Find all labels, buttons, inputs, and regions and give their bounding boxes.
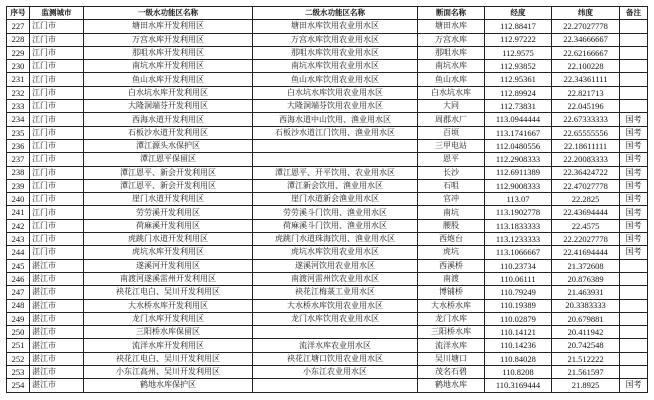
cell-longitude: 110.23734 xyxy=(485,259,552,272)
cell-latitude: 21.561597 xyxy=(552,366,620,379)
cell-secondary-zone: 袂花江塘口饮用农业用水区 xyxy=(253,352,418,365)
cell-index: 228 xyxy=(7,33,30,46)
cell-city: 江门市 xyxy=(30,153,84,166)
cell-secondary-zone: 虎跳门水道珠海饮用、渔业用水区 xyxy=(253,233,418,246)
cell-secondary-zone: 万宫水库饮用农业用水区 xyxy=(253,33,418,46)
cell-city: 江门市 xyxy=(30,233,84,246)
cell-secondary-zone: 龙门水库饮用农业用水区 xyxy=(253,312,418,325)
cell-primary-zone: 小东江高州、吴川开发利用区 xyxy=(84,366,253,379)
cell-remark: 国考 xyxy=(620,206,648,219)
cell-secondary-zone: 小东江农业用水区 xyxy=(253,366,418,379)
cell-section-name: 恩平 xyxy=(418,153,485,166)
cell-index: 252 xyxy=(7,352,30,365)
cell-city: 江门市 xyxy=(30,193,84,206)
cell-longitude: 112.93852 xyxy=(485,60,552,73)
cell-longitude: 112.9008333 xyxy=(485,179,552,192)
cell-primary-zone: 塘田水库开发利用区 xyxy=(84,20,253,33)
table-body xyxy=(7,20,648,392)
cell-section-name: 那咀水库 xyxy=(418,46,485,59)
table-row xyxy=(7,339,648,352)
cell-primary-zone: 南渡河遂溪雷州开发利用区 xyxy=(84,272,253,285)
cell-city: 湛江市 xyxy=(30,352,84,365)
cell-secondary-zone: 那咀水库饮用农业用水区 xyxy=(253,46,418,59)
cell-longitude: 112.89924 xyxy=(485,86,552,99)
cell-secondary-zone: 西海水道中山饮用、渔业用水区 xyxy=(253,113,418,126)
table-row xyxy=(7,46,648,59)
cell-primary-zone: 潭江源头水保护区 xyxy=(84,139,253,152)
cell-remark xyxy=(620,33,648,46)
cell-index: 235 xyxy=(7,126,30,139)
cell-longitude: 112.73831 xyxy=(485,100,552,113)
cell-index: 245 xyxy=(7,259,30,272)
cell-section-name: 大同 xyxy=(418,100,485,113)
cell-city: 江门市 xyxy=(30,219,84,232)
cell-longitude: 110.14236 xyxy=(485,339,552,352)
cell-remark xyxy=(620,73,648,86)
cell-primary-zone: 大隆洞端芬开发利用区 xyxy=(84,100,253,113)
header-city: 监测城市 xyxy=(30,7,84,20)
cell-longitude: 112.0480556 xyxy=(485,139,552,152)
cell-section-name: 南渡 xyxy=(418,272,485,285)
cell-latitude: 22.36424722 xyxy=(552,166,620,179)
cell-latitude: 21.512222 xyxy=(552,352,620,365)
cell-city: 湛江市 xyxy=(30,366,84,379)
cell-secondary-zone: 袂花江梅菉工业用水区 xyxy=(253,286,418,299)
cell-primary-zone: 鹤地水库保护区 xyxy=(84,379,253,392)
cell-remark: 国考 xyxy=(620,219,648,232)
cell-primary-zone: 虎坑水库开发利用区 xyxy=(84,246,253,259)
cell-city: 湛江市 xyxy=(30,272,84,285)
table-row xyxy=(7,20,648,33)
cell-longitude: 110.06111 xyxy=(485,272,552,285)
cell-longitude: 112.95361 xyxy=(485,73,552,86)
table-row xyxy=(7,286,648,299)
cell-index: 227 xyxy=(7,20,30,33)
cell-index: 237 xyxy=(7,153,30,166)
cell-latitude: 22.27027778 xyxy=(552,20,620,33)
cell-city: 江门市 xyxy=(30,113,84,126)
cell-longitude: 112.97222 xyxy=(485,33,552,46)
cell-remark: 国考 xyxy=(620,113,648,126)
table-row xyxy=(7,233,648,246)
cell-city: 江门市 xyxy=(30,179,84,192)
cell-section-name: 大水桥水库 xyxy=(418,299,485,312)
cell-remark xyxy=(620,60,648,73)
cell-index: 251 xyxy=(7,339,30,352)
cell-secondary-zone: 流洋水库农业用水区 xyxy=(253,339,418,352)
cell-latitude: 22.67333333 xyxy=(552,113,620,126)
cell-remark xyxy=(620,312,648,325)
cell-primary-zone: 崖门水道开发利用区 xyxy=(84,193,253,206)
table-row xyxy=(7,352,648,365)
cell-primary-zone: 那咀水库开发利用区 xyxy=(84,46,253,59)
header-longitude: 经度 xyxy=(485,7,552,20)
cell-longitude: 113.1833333 xyxy=(485,219,552,232)
cell-remark xyxy=(620,20,648,33)
cell-city: 江门市 xyxy=(30,246,84,259)
table-row xyxy=(7,179,648,192)
table-row xyxy=(7,139,648,152)
cell-longitude: 110.3169444 xyxy=(485,379,552,392)
cell-longitude: 110.19389 xyxy=(485,299,552,312)
cell-latitude: 22.2825 xyxy=(552,193,620,206)
table-row xyxy=(7,379,648,392)
table-row xyxy=(7,113,648,126)
cell-remark xyxy=(620,259,648,272)
cell-longitude: 113.1902778 xyxy=(485,206,552,219)
table-row xyxy=(7,299,648,312)
cell-section-name: 流洋水库 xyxy=(418,339,485,352)
table-row xyxy=(7,206,648,219)
table-row xyxy=(7,272,648,285)
table-row xyxy=(7,312,648,325)
document-page xyxy=(6,6,647,393)
cell-city: 江门市 xyxy=(30,60,84,73)
header-secondary-zone: 二级水功能区名称 xyxy=(253,7,418,20)
header-remark: 备注 xyxy=(620,7,648,20)
cell-longitude: 112.9575 xyxy=(485,46,552,59)
cell-remark: 国考 xyxy=(620,379,648,392)
cell-latitude: 22.34666667 xyxy=(552,33,620,46)
cell-latitude: 20.679881 xyxy=(552,312,620,325)
table-row xyxy=(7,366,648,379)
cell-section-name: 石咀 xyxy=(418,179,485,192)
cell-secondary-zone xyxy=(253,379,418,392)
cell-latitude: 21.372608 xyxy=(552,259,620,272)
cell-city: 江门市 xyxy=(30,20,84,33)
table-row xyxy=(7,86,648,99)
cell-primary-zone: 劳劳溪开发利用区 xyxy=(84,206,253,219)
cell-city: 江门市 xyxy=(30,126,84,139)
cell-latitude: 22.4575 xyxy=(552,219,620,232)
cell-city: 江门市 xyxy=(30,206,84,219)
cell-section-name: 西溪桥 xyxy=(418,259,485,272)
cell-remark xyxy=(620,272,648,285)
cell-primary-zone: 潭江恩平、新会开发利用区 xyxy=(84,179,253,192)
table-row xyxy=(7,73,648,86)
cell-secondary-zone: 塘田水库饮用农业用水区 xyxy=(253,20,418,33)
table-row xyxy=(7,60,648,73)
cell-latitude: 22.100228 xyxy=(552,60,620,73)
cell-secondary-zone xyxy=(253,326,418,339)
cell-primary-zone: 荷麻溪开发利用区 xyxy=(84,219,253,232)
cell-longitude: 113.1233333 xyxy=(485,233,552,246)
cell-index: 231 xyxy=(7,73,30,86)
cell-longitude: 110.14121 xyxy=(485,326,552,339)
cell-remark: 国考 xyxy=(620,126,648,139)
cell-longitude: 110.84028 xyxy=(485,352,552,365)
cell-primary-zone: 虎跳门水道开发利用区 xyxy=(84,233,253,246)
cell-section-name: 白水坑水库 xyxy=(418,86,485,99)
cell-remark xyxy=(620,366,648,379)
cell-latitude: 22.65555556 xyxy=(552,126,620,139)
cell-city: 江门市 xyxy=(30,33,84,46)
cell-latitude: 22.41694444 xyxy=(552,246,620,259)
cell-longitude: 110.8208 xyxy=(485,366,552,379)
table-row xyxy=(7,100,648,113)
cell-longitude: 113.1066667 xyxy=(485,246,552,259)
cell-latitude: 22.821713 xyxy=(552,86,620,99)
cell-city: 湛江市 xyxy=(30,326,84,339)
cell-city: 江门市 xyxy=(30,100,84,113)
cell-remark xyxy=(620,46,648,59)
cell-primary-zone: 万宫水库开发利用区 xyxy=(84,33,253,46)
cell-primary-zone: 鱼山水库开发利用区 xyxy=(84,73,253,86)
cell-secondary-zone: 鱼山水库饮用农业用水区 xyxy=(253,73,418,86)
cell-city: 湛江市 xyxy=(30,286,84,299)
cell-section-name: 鱼山水库 xyxy=(418,73,485,86)
cell-section-name: 腰股 xyxy=(418,219,485,232)
cell-longitude: 112.2908333 xyxy=(485,153,552,166)
cell-index: 242 xyxy=(7,219,30,232)
cell-index: 233 xyxy=(7,100,30,113)
cell-primary-zone: 南坑水库开发利用区 xyxy=(84,60,253,73)
cell-city: 湛江市 xyxy=(30,259,84,272)
cell-index: 243 xyxy=(7,233,30,246)
cell-index: 229 xyxy=(7,46,30,59)
cell-primary-zone: 石板沙水道开发利用区 xyxy=(84,126,253,139)
cell-primary-zone: 袂花江电白、吴川开发利用区 xyxy=(84,286,253,299)
cell-remark xyxy=(620,339,648,352)
cell-index: 248 xyxy=(7,299,30,312)
cell-secondary-zone: 虎坑水库饮用农业用水区 xyxy=(253,246,418,259)
cell-longitude: 110.02879 xyxy=(485,312,552,325)
table-row xyxy=(7,166,648,179)
cell-primary-zone: 大水桥水库开发利用区 xyxy=(84,299,253,312)
cell-section-name: 官冲 xyxy=(418,193,485,206)
cell-section-name: 虎坑 xyxy=(418,246,485,259)
cell-section-name: 南坑 xyxy=(418,206,485,219)
cell-secondary-zone xyxy=(253,153,418,166)
cell-secondary-zone: 潭江新会饮用、渔业用水区 xyxy=(253,179,418,192)
cell-primary-zone: 西海水道开发利用区 xyxy=(84,113,253,126)
cell-secondary-zone: 南渡河雷州饮农业用水区 xyxy=(253,272,418,285)
cell-remark: 国考 xyxy=(620,193,648,206)
header-section-name: 断面名称 xyxy=(418,7,485,20)
cell-latitude: 22.47027778 xyxy=(552,179,620,192)
cell-city: 江门市 xyxy=(30,86,84,99)
cell-remark: 国考 xyxy=(620,246,648,259)
cell-secondary-zone: 潭江恩平、开平饮用、农业用水区 xyxy=(253,166,418,179)
cell-index: 250 xyxy=(7,326,30,339)
cell-remark xyxy=(620,326,648,339)
cell-index: 246 xyxy=(7,272,30,285)
cell-index: 253 xyxy=(7,366,30,379)
cell-longitude: 113.1741667 xyxy=(485,126,552,139)
cell-section-name: 龙门水库 xyxy=(418,312,485,325)
cell-remark xyxy=(620,100,648,113)
cell-index: 238 xyxy=(7,166,30,179)
cell-section-name: 三阳桥水库 xyxy=(418,326,485,339)
cell-remark: 国考 xyxy=(620,233,648,246)
cell-latitude: 22.22027778 xyxy=(552,233,620,246)
cell-latitude: 22.34361111 xyxy=(552,73,620,86)
cell-city: 江门市 xyxy=(30,73,84,86)
cell-secondary-zone: 大水桥水库饮用农业用水区 xyxy=(253,299,418,312)
cell-city: 湛江市 xyxy=(30,379,84,392)
cell-primary-zone: 三阳桥水库保留区 xyxy=(84,326,253,339)
table-row xyxy=(7,259,648,272)
cell-latitude: 20.3383333 xyxy=(552,299,620,312)
cell-secondary-zone: 大隆洞端芬饮用农业用水区 xyxy=(253,100,418,113)
cell-latitude: 22.62166667 xyxy=(552,46,620,59)
table-row xyxy=(7,219,648,232)
cell-remark xyxy=(620,299,648,312)
cell-secondary-zone: 石板沙水道江门饮用、渔业用水区 xyxy=(253,126,418,139)
table-row xyxy=(7,246,648,259)
cell-secondary-zone: 荷麻溪斗门饮用、渔业用水区 xyxy=(253,219,418,232)
cell-primary-zone: 潭江恩平、新会开发利用区 xyxy=(84,166,253,179)
cell-remark: 国考 xyxy=(620,153,648,166)
table-row xyxy=(7,153,648,166)
cell-section-name: 百顷 xyxy=(418,126,485,139)
cell-latitude: 20.411942 xyxy=(552,326,620,339)
cell-latitude: 20.876389 xyxy=(552,272,620,285)
cell-index: 254 xyxy=(7,379,30,392)
cell-index: 234 xyxy=(7,113,30,126)
cell-primary-zone: 龙门水库开发利用区 xyxy=(84,312,253,325)
cell-section-name: 周郡水厂 xyxy=(418,113,485,126)
table-row xyxy=(7,326,648,339)
cell-longitude: 113.07 xyxy=(485,193,552,206)
cell-section-name: 茂名石碧 xyxy=(418,366,485,379)
cell-remark xyxy=(620,86,648,99)
cell-remark xyxy=(620,286,648,299)
cell-latitude: 21.8925 xyxy=(552,379,620,392)
header-primary-zone: 一级水功能区名称 xyxy=(84,7,253,20)
cell-longitude: 112.88417 xyxy=(485,20,552,33)
cell-city: 湛江市 xyxy=(30,312,84,325)
cell-index: 236 xyxy=(7,139,30,152)
cell-longitude: 110.79249 xyxy=(485,286,552,299)
cell-city: 江门市 xyxy=(30,139,84,152)
header-index: 序号 xyxy=(7,7,30,20)
monitoring-sections-table xyxy=(6,6,648,393)
table-row xyxy=(7,33,648,46)
cell-latitude: 21.463931 xyxy=(552,286,620,299)
cell-secondary-zone: 遂溪河饮用农业用水区 xyxy=(253,259,418,272)
cell-section-name: 吴川塘口 xyxy=(418,352,485,365)
cell-secondary-zone xyxy=(253,139,418,152)
cell-latitude: 22.43694444 xyxy=(552,206,620,219)
cell-secondary-zone: 白水坑水库饮用农业用水区 xyxy=(253,86,418,99)
cell-city: 湛江市 xyxy=(30,299,84,312)
cell-remark: 国考 xyxy=(620,179,648,192)
cell-longitude: 112.6911389 xyxy=(485,166,552,179)
cell-latitude: 20.742548 xyxy=(552,339,620,352)
cell-section-name: 西炮台 xyxy=(418,233,485,246)
cell-city: 江门市 xyxy=(30,46,84,59)
cell-section-name: 长沙 xyxy=(418,166,485,179)
cell-latitude: 22.20083333 xyxy=(552,153,620,166)
cell-section-name: 南坑水库 xyxy=(418,60,485,73)
cell-secondary-zone: 崖门水道新会渔业用水区 xyxy=(253,193,418,206)
cell-section-name: 万宫水库 xyxy=(418,33,485,46)
cell-primary-zone: 潭江恩平保留区 xyxy=(84,153,253,166)
cell-secondary-zone: 南坑水库饮用农业用水区 xyxy=(253,60,418,73)
cell-remark xyxy=(620,352,648,365)
table-header-row xyxy=(7,7,648,20)
cell-primary-zone: 袂花江电白、吴川开发利用区 xyxy=(84,352,253,365)
table-row xyxy=(7,126,648,139)
cell-index: 241 xyxy=(7,206,30,219)
cell-index: 230 xyxy=(7,60,30,73)
cell-section-name: 鹤地水库 xyxy=(418,379,485,392)
cell-index: 239 xyxy=(7,179,30,192)
cell-remark: 国考 xyxy=(620,139,648,152)
table-row xyxy=(7,193,648,206)
cell-latitude: 22.045196 xyxy=(552,100,620,113)
cell-index: 232 xyxy=(7,86,30,99)
cell-secondary-zone: 劳劳溪斗门饮用、渔业用水区 xyxy=(253,206,418,219)
cell-primary-zone: 流洋水库开发利用区 xyxy=(84,339,253,352)
cell-section-name: 塘田水库 xyxy=(418,20,485,33)
cell-primary-zone: 白水坑水库开发利用区 xyxy=(84,86,253,99)
cell-primary-zone: 遂溪河开发利用区 xyxy=(84,259,253,272)
cell-index: 240 xyxy=(7,193,30,206)
cell-city: 江门市 xyxy=(30,166,84,179)
cell-section-name: 博铺桥 xyxy=(418,286,485,299)
cell-latitude: 22.18611111 xyxy=(552,139,620,152)
cell-index: 244 xyxy=(7,246,30,259)
header-latitude: 纬度 xyxy=(552,7,620,20)
cell-section-name: 三甲电站 xyxy=(418,139,485,152)
cell-remark: 国考 xyxy=(620,166,648,179)
cell-index: 247 xyxy=(7,286,30,299)
cell-longitude: 113.0944444 xyxy=(485,113,552,126)
cell-index: 249 xyxy=(7,312,30,325)
cell-city: 湛江市 xyxy=(30,339,84,352)
